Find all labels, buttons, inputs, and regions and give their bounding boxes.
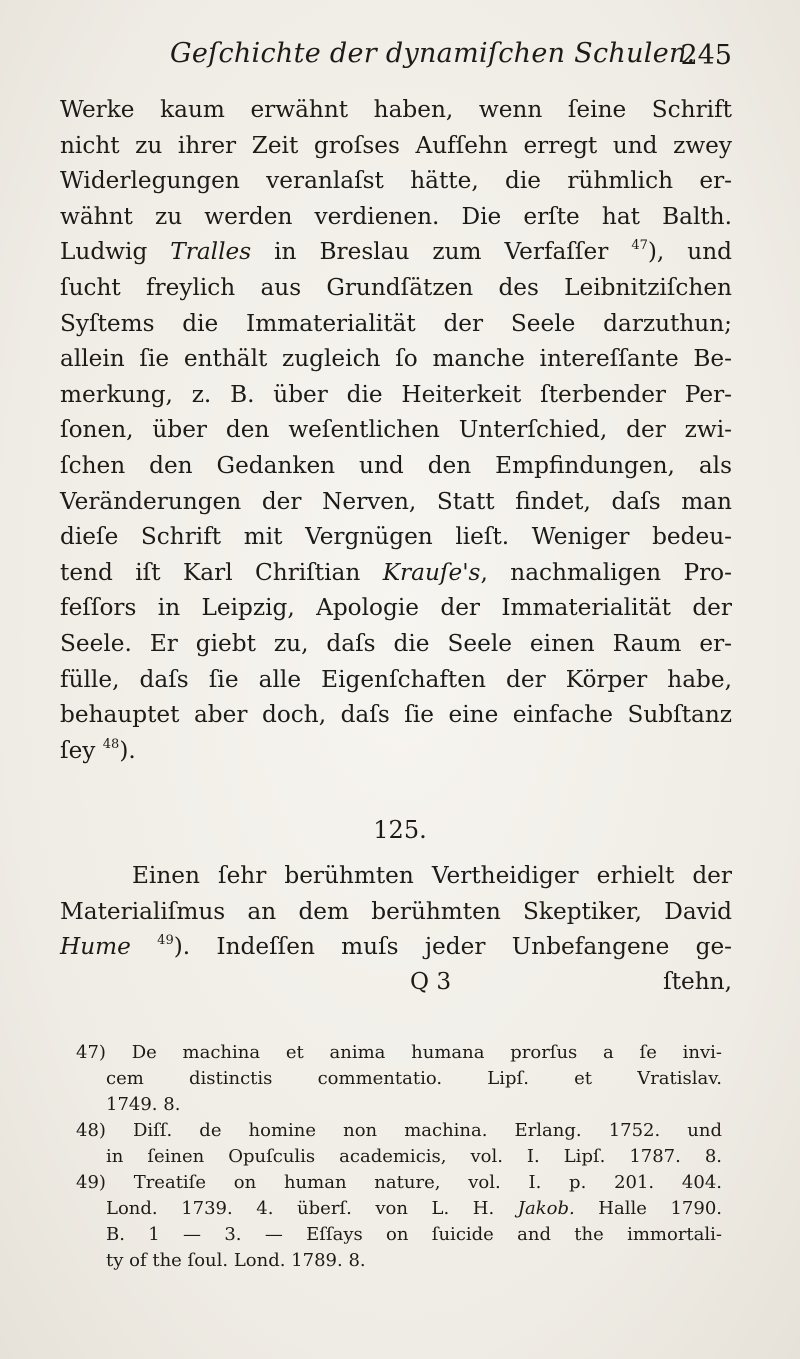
footnote-line: ty of the ſoul. Lond. 1789. 8. (106, 1250, 366, 1271)
text-line: Seele. Er giebt zu, daſs die Seele einen Raum er- (60, 629, 732, 657)
text-line (60, 555, 732, 591)
text-fragment: Ludwig (60, 238, 148, 266)
footnote-line: 47) De machina et anima humana prorſus a ſe invi- (76, 1042, 722, 1063)
text-line: Einen ſehr berühmten Vertheidiger erhielt der (132, 862, 732, 889)
text-fragment: ), und (647, 238, 732, 266)
text-fragment: tend iſt Karl Chriſtian (60, 558, 361, 586)
text-fragment: überſ. von L. H. (297, 1198, 495, 1219)
text-line: fülle, daſs ſie alle Eigenſchaften der Körper habe, (60, 665, 732, 693)
footnote-line: B. 1 — 3. — Eſſays on ſuicide and the immortali- (106, 1224, 722, 1245)
text-line: Werke kaum erwähnt haben, wenn ſeine Schrift (60, 96, 732, 123)
translator-name: Jakob. (517, 1198, 575, 1219)
author-name-tralles: Tralles (170, 238, 252, 266)
text-fragment: ). Indeſſen muſs jeder Unbefangene ge- (173, 933, 733, 961)
text-line: dieſe Schrift mit Vergnügen lieſt. Weniger bedeu- (60, 523, 732, 551)
text-line (60, 733, 732, 769)
text-line: ſchen den Gedanken und den Empfindungen, als (60, 451, 732, 479)
text-fragment: in Breslau zum Verfaſſer (274, 238, 609, 266)
text-line (60, 929, 732, 965)
footnote-line: in ſeinen Opuſculis academicis, vol. I. Lipſ. 1787. 8. (106, 1146, 722, 1167)
text-line: feſſors in Leipzig, Apologie der Immaterialität der (60, 594, 732, 622)
author-name-hume: Hume (60, 933, 131, 961)
text-line: Materialiſmus an dem berühmten Skeptiker, David (60, 897, 732, 925)
author-name-krause: Krauſe's (382, 558, 481, 586)
signature-row (60, 968, 732, 1002)
footnote-line (76, 1196, 722, 1222)
footnotes (76, 1040, 722, 1274)
footnote-line: 49) Treatiſe on human nature, vol. I. p. 201. 404. (76, 1172, 722, 1193)
text-line: Syſtems die Immaterialität der Seele darzuthun; (60, 309, 732, 337)
footnote-49 (76, 1170, 722, 1274)
footnote-line: 48) Diſſ. de homine non machina. Erlang. 1752. und (76, 1120, 722, 1141)
text-line (60, 234, 732, 270)
paragraph-1 (60, 92, 732, 768)
signature-mark: Q 3 (410, 968, 452, 995)
catchword: ſtehn, (663, 968, 732, 995)
footnote-48 (76, 1118, 722, 1170)
page-number: 245 (680, 40, 732, 71)
paragraph-2 (60, 858, 732, 965)
text-fragment: Lond. 1739. 4. (106, 1198, 274, 1219)
footnote-47 (76, 1040, 722, 1118)
text-line: Veränderungen der Nerven, Statt findet, daſs man (60, 487, 732, 515)
text-line: behauptet aber doch, daſs ſie eine einfache Subſtanz (60, 701, 732, 729)
text-line: ſonen, über den weſentlichen Unterſchied, der zwi- (60, 416, 732, 444)
text-fragment: Halle 1790. (598, 1198, 722, 1219)
footnote-ref-47[interactable]: 47 (631, 238, 648, 254)
footnote-ref-48[interactable]: 48 (102, 736, 120, 752)
text-fragment: ). (119, 736, 136, 764)
text-line: allein ſie enthält zugleich ſo manche intereſſante Be- (60, 345, 732, 373)
page-header (60, 38, 732, 78)
text-line: wähnt zu werden verdienen. Die erſte hat Balth. (60, 202, 732, 230)
footnote-line: 1749. 8. (106, 1094, 181, 1115)
section-number: 125. (373, 816, 427, 844)
text-fragment: ſey (60, 736, 96, 764)
text-line: merkung, z. B. über die Heiterkeit ſterbender Per- (60, 380, 732, 408)
text-fragment: , nachmaligen Pro- (480, 558, 732, 586)
text-line: ſucht freylich aus Grundſätzen des Leibnitziſchen (60, 273, 732, 301)
footnote-ref-49[interactable]: 49 (157, 933, 174, 949)
running-head: Geſchichte der dynamiſchen Schulen. (170, 38, 696, 69)
text-line: nicht zu ihrer Zeit groſses Aufſehn erregt und zwey (60, 131, 732, 159)
text-line: Widerlegungen veranlaſst hätte, die rühmlich er- (60, 167, 732, 195)
footnote-line: cem distinctis commentatio. Lipſ. et Vratislav. (106, 1068, 722, 1089)
